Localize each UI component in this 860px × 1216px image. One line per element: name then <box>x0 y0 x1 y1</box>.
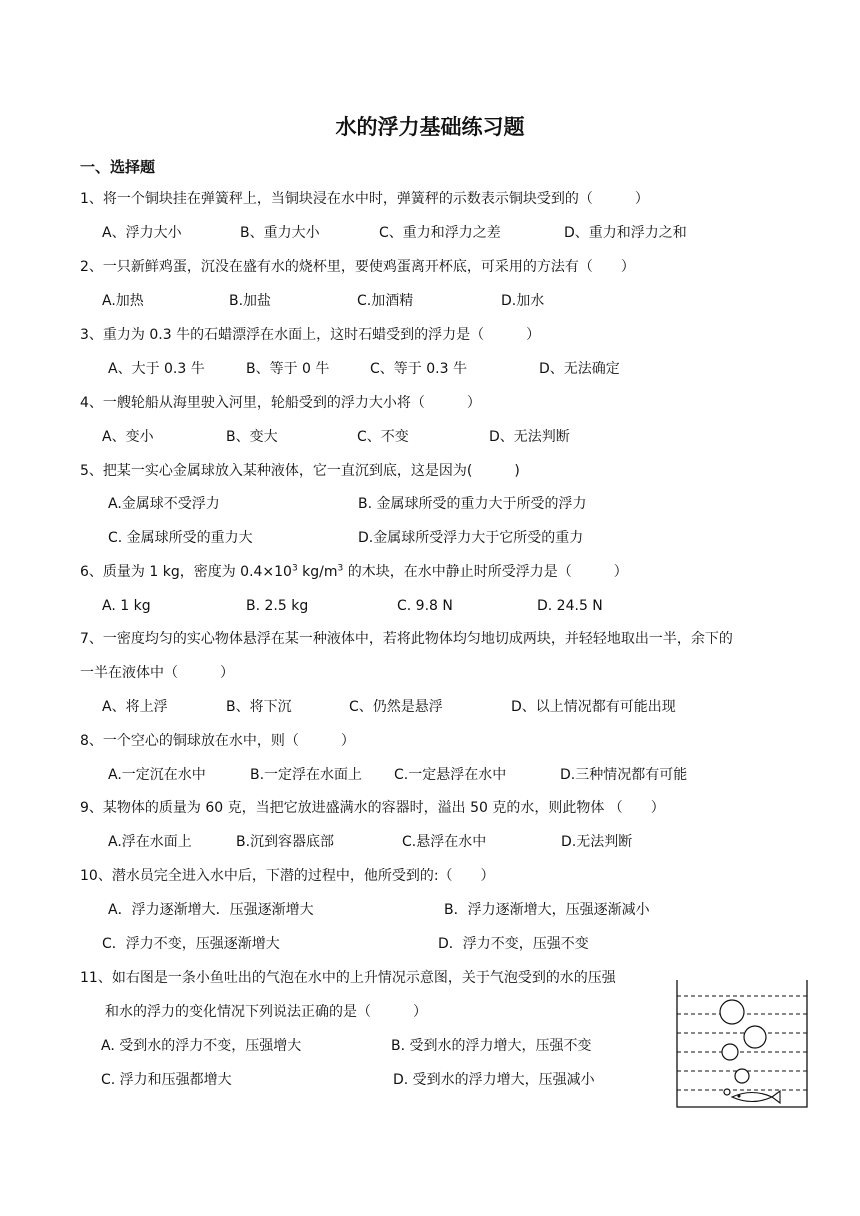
q11-option-d: D. 受到水的浮力增大，压强减小 <box>393 1072 595 1088</box>
q1-option-c: C、重力和浮力之差 <box>379 225 501 241</box>
q2-option-c: C.加酒精 <box>357 293 414 309</box>
q2-option-b: B.加盐 <box>229 293 272 309</box>
q1-option-d: D、重力和浮力之和 <box>564 225 687 241</box>
bubble-tiny <box>724 1089 730 1095</box>
q6-stem-part-b: kg/m <box>297 564 338 580</box>
q10-option-c: C．浮力不变，压强逐渐增大 <box>102 936 280 952</box>
q9-option-b: B.沉到容器底部 <box>236 834 335 850</box>
question-10-stem: 10、潜水员完全进入水中后，下潜的过程中，他所受到的:（ ） <box>80 868 495 884</box>
q2-option-d: D.加水 <box>501 293 545 309</box>
question-4-stem: 4、一艘轮船从海里驶入河里，轮船受到的浮力大小将（ ） <box>80 395 481 411</box>
q4-option-a: A、变小 <box>102 429 154 445</box>
q2-option-a: A.加热 <box>102 293 144 309</box>
question-7-stem-cont: 一半在液体中（ ） <box>80 665 234 681</box>
q1-option-b: B、重力大小 <box>240 225 320 241</box>
q5-option-c: C. 金属球所受的重力大 <box>108 530 253 546</box>
q7-option-a: A、将上浮 <box>102 699 168 715</box>
q4-option-b: B、变大 <box>226 429 278 445</box>
q6-option-c: C. 9.8 N <box>397 598 453 614</box>
q11-option-c: C. 浮力和压强都增大 <box>101 1072 232 1088</box>
page-title: 水的浮力基础练习题 <box>335 115 525 139</box>
bubble-large <box>744 1026 766 1048</box>
q6-option-a: A. 1 kg <box>102 598 151 614</box>
q7-option-d: D、以上情况都有可能出现 <box>511 699 676 715</box>
question-7-stem: 7、一密度均匀的实心物体悬浮在某一种液体中，若将此物体均匀地切成两块，并轻轻地取出一半，余下的 <box>80 631 733 647</box>
q8-option-a: A.一定沉在水中 <box>108 767 206 783</box>
q1-option-a: A、浮力大小 <box>102 225 182 241</box>
q6-exponent: 3 <box>291 563 298 574</box>
q3-option-c: C、等于 0.3 牛 <box>370 361 467 377</box>
q11-option-b: B. 受到水的浮力增大，压强不变 <box>391 1038 592 1054</box>
q9-option-c: C.悬浮在水中 <box>402 834 487 850</box>
question-5-stem: 5、把某一实心金属球放入某种液体，它一直沉到底，这是因为( ) <box>80 463 520 479</box>
q3-option-a: A、大于 0.3 牛 <box>108 361 205 377</box>
question-3-stem: 3、重力为 0.3 牛的石蜡漂浮在水面上，这时石蜡受到的浮力是（ ） <box>80 327 541 343</box>
q7-option-b: B、将下沉 <box>226 699 292 715</box>
q8-option-d: D.三种情况都有可能 <box>560 767 688 783</box>
q9-option-a: A.浮在水面上 <box>108 834 192 850</box>
question-6-stem <box>80 562 628 582</box>
q10-option-a: A．浮力逐渐增大．压强逐渐增大 <box>108 902 314 918</box>
q6-unit-exponent: 3 <box>337 563 344 574</box>
container-outline <box>677 980 807 1107</box>
q8-option-b: B.一定浮在水面上 <box>250 767 363 783</box>
question-11-stem-cont: 和水的浮力的变化情况下列说法正确的是（ ） <box>105 1004 427 1020</box>
q3-option-d: D、无法确定 <box>539 361 620 377</box>
q6-option-b: B. 2.5 kg <box>246 598 309 614</box>
fish-icon <box>732 1091 780 1103</box>
q4-option-c: C、不变 <box>357 429 409 445</box>
q6-stem-part-c: 的木块，在水中静止时所受浮力是（ ） <box>343 564 628 580</box>
bubbles <box>720 1000 766 1095</box>
bubble-medium <box>722 1044 738 1060</box>
q5-option-d: D.金属球所受浮力大于它所受的重力 <box>358 530 584 546</box>
q10-option-d: D．浮力不变，压强不变 <box>438 936 589 952</box>
q11-option-a: A. 受到水的浮力不变，压强增大 <box>101 1038 302 1054</box>
question-8-stem: 8、一个空心的铜球放在水中，则（ ） <box>80 733 355 749</box>
question-2-stem: 2、一只新鲜鸡蛋，沉没在盛有水的烧杯里，要使鸡蛋离开杯底，可采用的方法有（ ） <box>80 259 635 275</box>
q10-option-b: B．浮力逐渐增大，压强逐渐减小 <box>444 902 650 918</box>
bubble-largest <box>720 1000 744 1024</box>
bubbles-in-water-figure <box>672 980 812 1110</box>
q5-option-b: B. 金属球所受的重力大于所受的浮力 <box>358 496 587 512</box>
question-1-stem: 1、将一个铜块挂在弹簧秤上，当铜块浸在水中时，弹簧秤的示数表示铜块受到的（ ） <box>80 191 649 207</box>
bubble-small <box>735 1069 749 1083</box>
q3-option-b: B、等于 0 牛 <box>246 361 330 377</box>
q5-option-a: A.金属球不受浮力 <box>108 496 220 512</box>
q6-stem-part-a: 6、质量为 1 kg，密度为 0.4×10 <box>80 564 292 580</box>
section-heading: 一、选择题 <box>80 158 156 176</box>
q9-option-d: D.无法判断 <box>561 834 633 850</box>
q8-option-c: C.一定悬浮在水中 <box>394 767 507 783</box>
q7-option-c: C、仍然是悬浮 <box>349 699 443 715</box>
question-9-stem: 9、某物体的质量为 60 克，当把它放进盛满水的容器时，溢出 50 克的水，则此物体 （ ） <box>80 800 665 816</box>
question-11-stem: 11、如右图是一条小鱼吐出的气泡在水中的上升情况示意图，关于气泡受到的水的压强 <box>80 970 616 986</box>
q4-option-d: D、无法判断 <box>489 429 570 445</box>
q6-option-d: D. 24.5 N <box>537 598 603 614</box>
